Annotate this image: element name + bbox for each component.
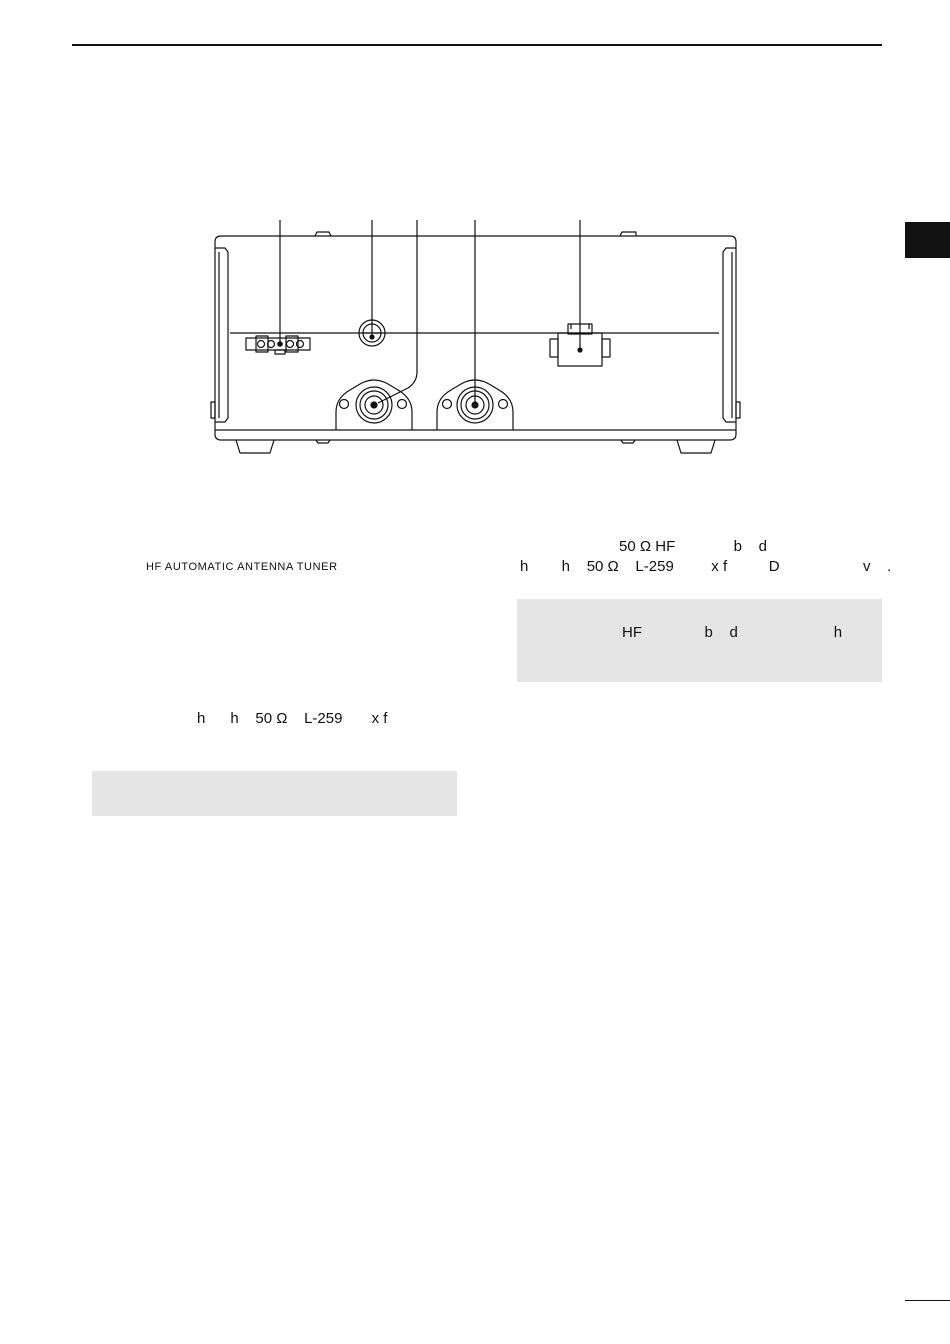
connector-description-right-line2: h h 50 Ω L-259 x f D v . [520,558,892,575]
note-box-left [92,771,457,816]
note-box-right [517,599,882,682]
note-text-right: HF b d h [622,624,843,641]
tuner-label: HF AUTOMATIC ANTENNA TUNER [146,561,338,573]
footer-rule [905,1300,950,1301]
rear-panel-diagram [0,0,950,470]
connector-description-left: h h 50 Ω L-259 x f [197,710,388,727]
connector-description-right-line1: 50 Ω HF b d [619,538,767,555]
